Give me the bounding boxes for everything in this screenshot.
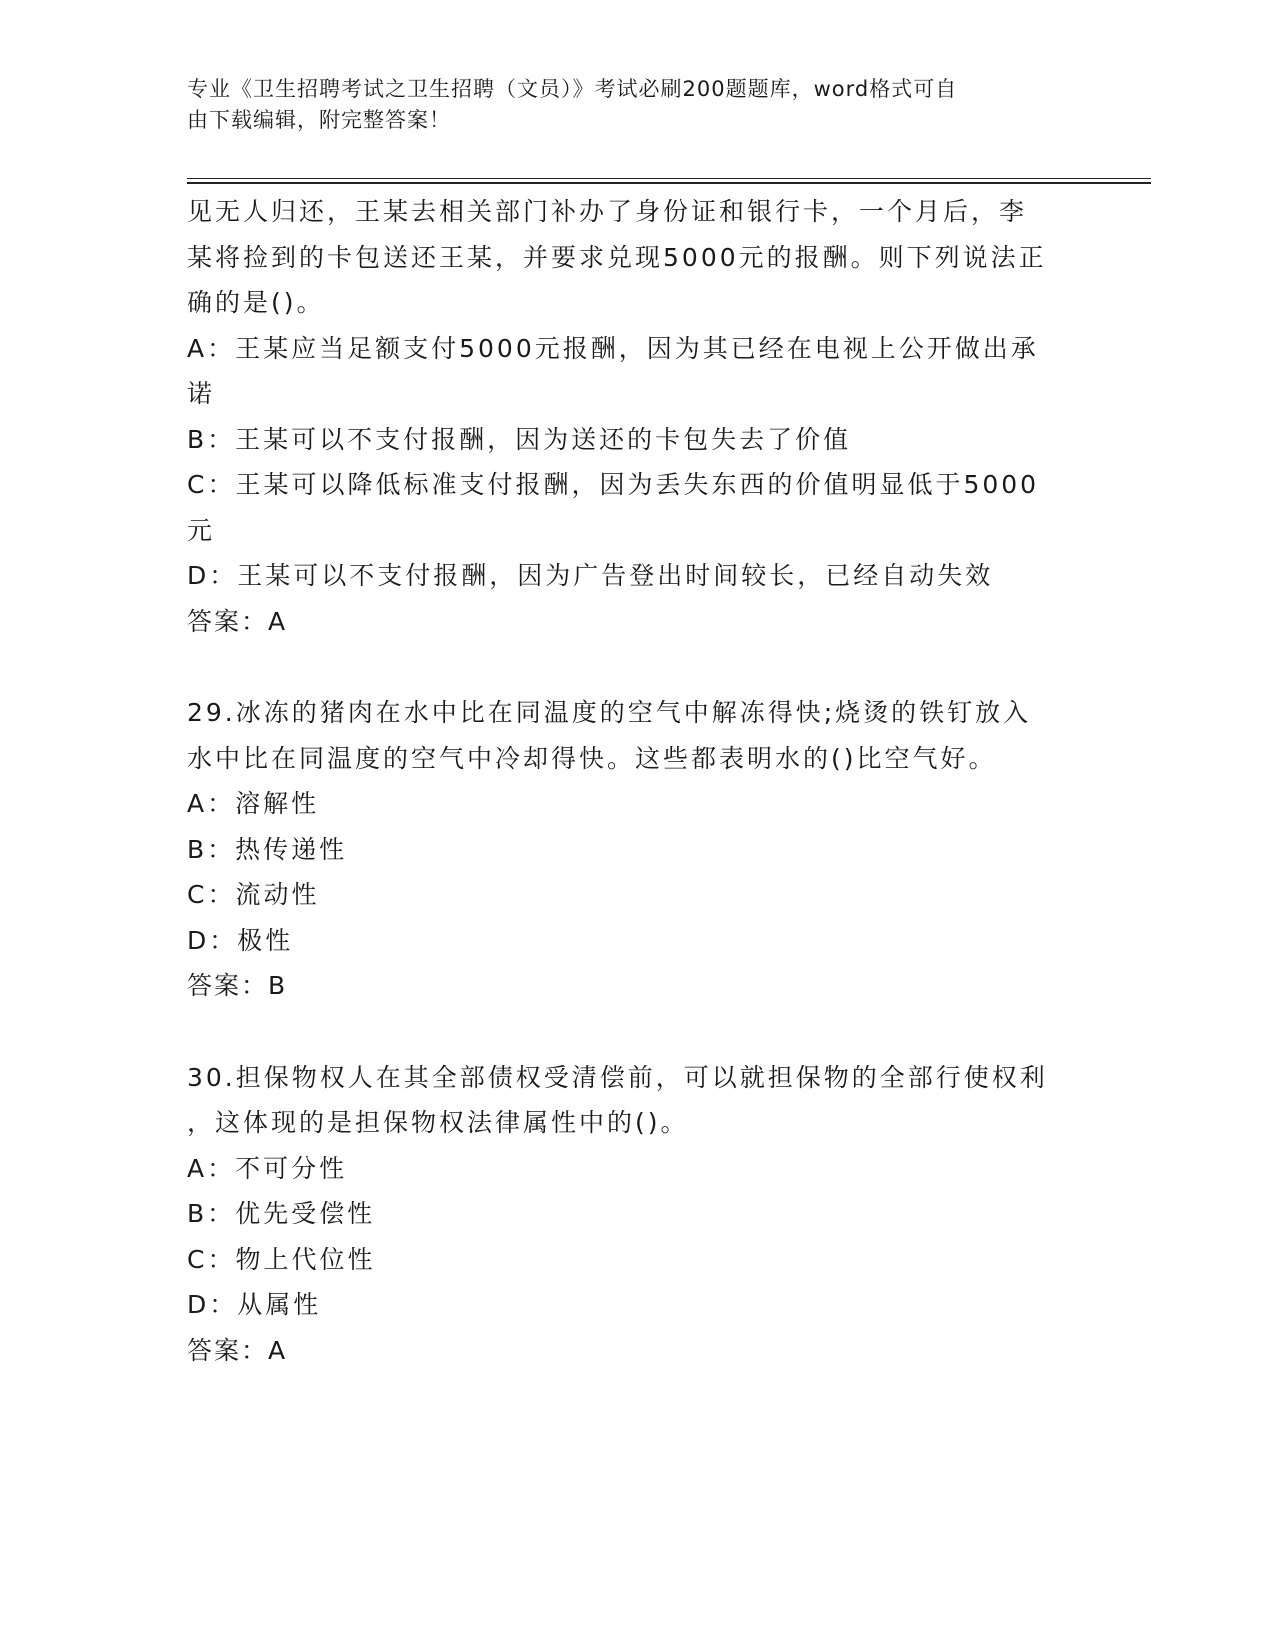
option-b: B：热传递性 bbox=[187, 834, 348, 864]
spacer bbox=[187, 1009, 1087, 1055]
option-a: A：溶解性 bbox=[187, 789, 320, 818]
spacer bbox=[187, 644, 1087, 690]
question-29 bbox=[187, 690, 1087, 1009]
question-text-line: ，这体现的是担保物权法律属性中的()。 bbox=[187, 1108, 689, 1137]
option-a: A：王某应当足额支付5000元报酬，因为其已经在电视上公开做出承 bbox=[187, 333, 1039, 363]
question-text-line: 某将捡到的卡包送还王某，并要求兑现5000元的报酬。则下列说法正 bbox=[187, 242, 1047, 272]
option-a-continued: 诺 bbox=[187, 379, 216, 408]
option-c: C：物上代位性 bbox=[187, 1244, 376, 1274]
question-text-line: 30.担保物权人在其全部债权受清偿前，可以就担保物的全部行使权利 bbox=[187, 1062, 1048, 1092]
option-c: C：流动性 bbox=[187, 880, 320, 909]
option-d: D：王某可以不支付报酬，因为广告登出时间较长，已经自动失效 bbox=[187, 561, 994, 590]
option-d: D：极性 bbox=[187, 925, 294, 955]
header-line-2: 由下载编辑，附完整答案！ bbox=[187, 108, 451, 132]
question-text-line: 29.冰冻的猪肉在水中比在同温度的空气中解冻得快;烧烫的铁钉放入 bbox=[187, 698, 1032, 727]
option-d: D：从属性 bbox=[187, 1290, 322, 1319]
document-header bbox=[187, 74, 1067, 136]
header-rule-thick bbox=[187, 182, 1151, 184]
header-line-1: 专业《卫生招聘考试之卫生招聘（文员）》考试必刷200题题库，word格式可自 bbox=[187, 77, 958, 101]
option-a: A：不可分性 bbox=[187, 1153, 348, 1183]
question-text-line: 见无人归还，王某去相关部门补办了身份证和银行卡，一个月后，李 bbox=[187, 197, 1028, 226]
option-c: C：王某可以降低标准支付报酬，因为丢失东西的价值明显低于5000 bbox=[187, 470, 1040, 499]
question-content bbox=[187, 189, 1087, 1373]
option-c-continued: 元 bbox=[187, 515, 216, 545]
question-text-line: 确的是()。 bbox=[187, 288, 325, 317]
answer: 答案：B bbox=[187, 971, 288, 1000]
answer: 答案：A bbox=[187, 1335, 288, 1365]
question-30 bbox=[187, 1055, 1087, 1374]
option-b: B：王某可以不支付报酬，因为送还的卡包失去了价值 bbox=[187, 424, 852, 454]
answer: 答案：A bbox=[187, 606, 288, 636]
option-b: B：优先受偿性 bbox=[187, 1199, 376, 1228]
header-rule-thin bbox=[187, 178, 1151, 179]
question-text-line: 水中比在同温度的空气中冷却得快。这些都表明水的()比空气好。 bbox=[187, 743, 997, 773]
question-28 bbox=[187, 189, 1087, 644]
